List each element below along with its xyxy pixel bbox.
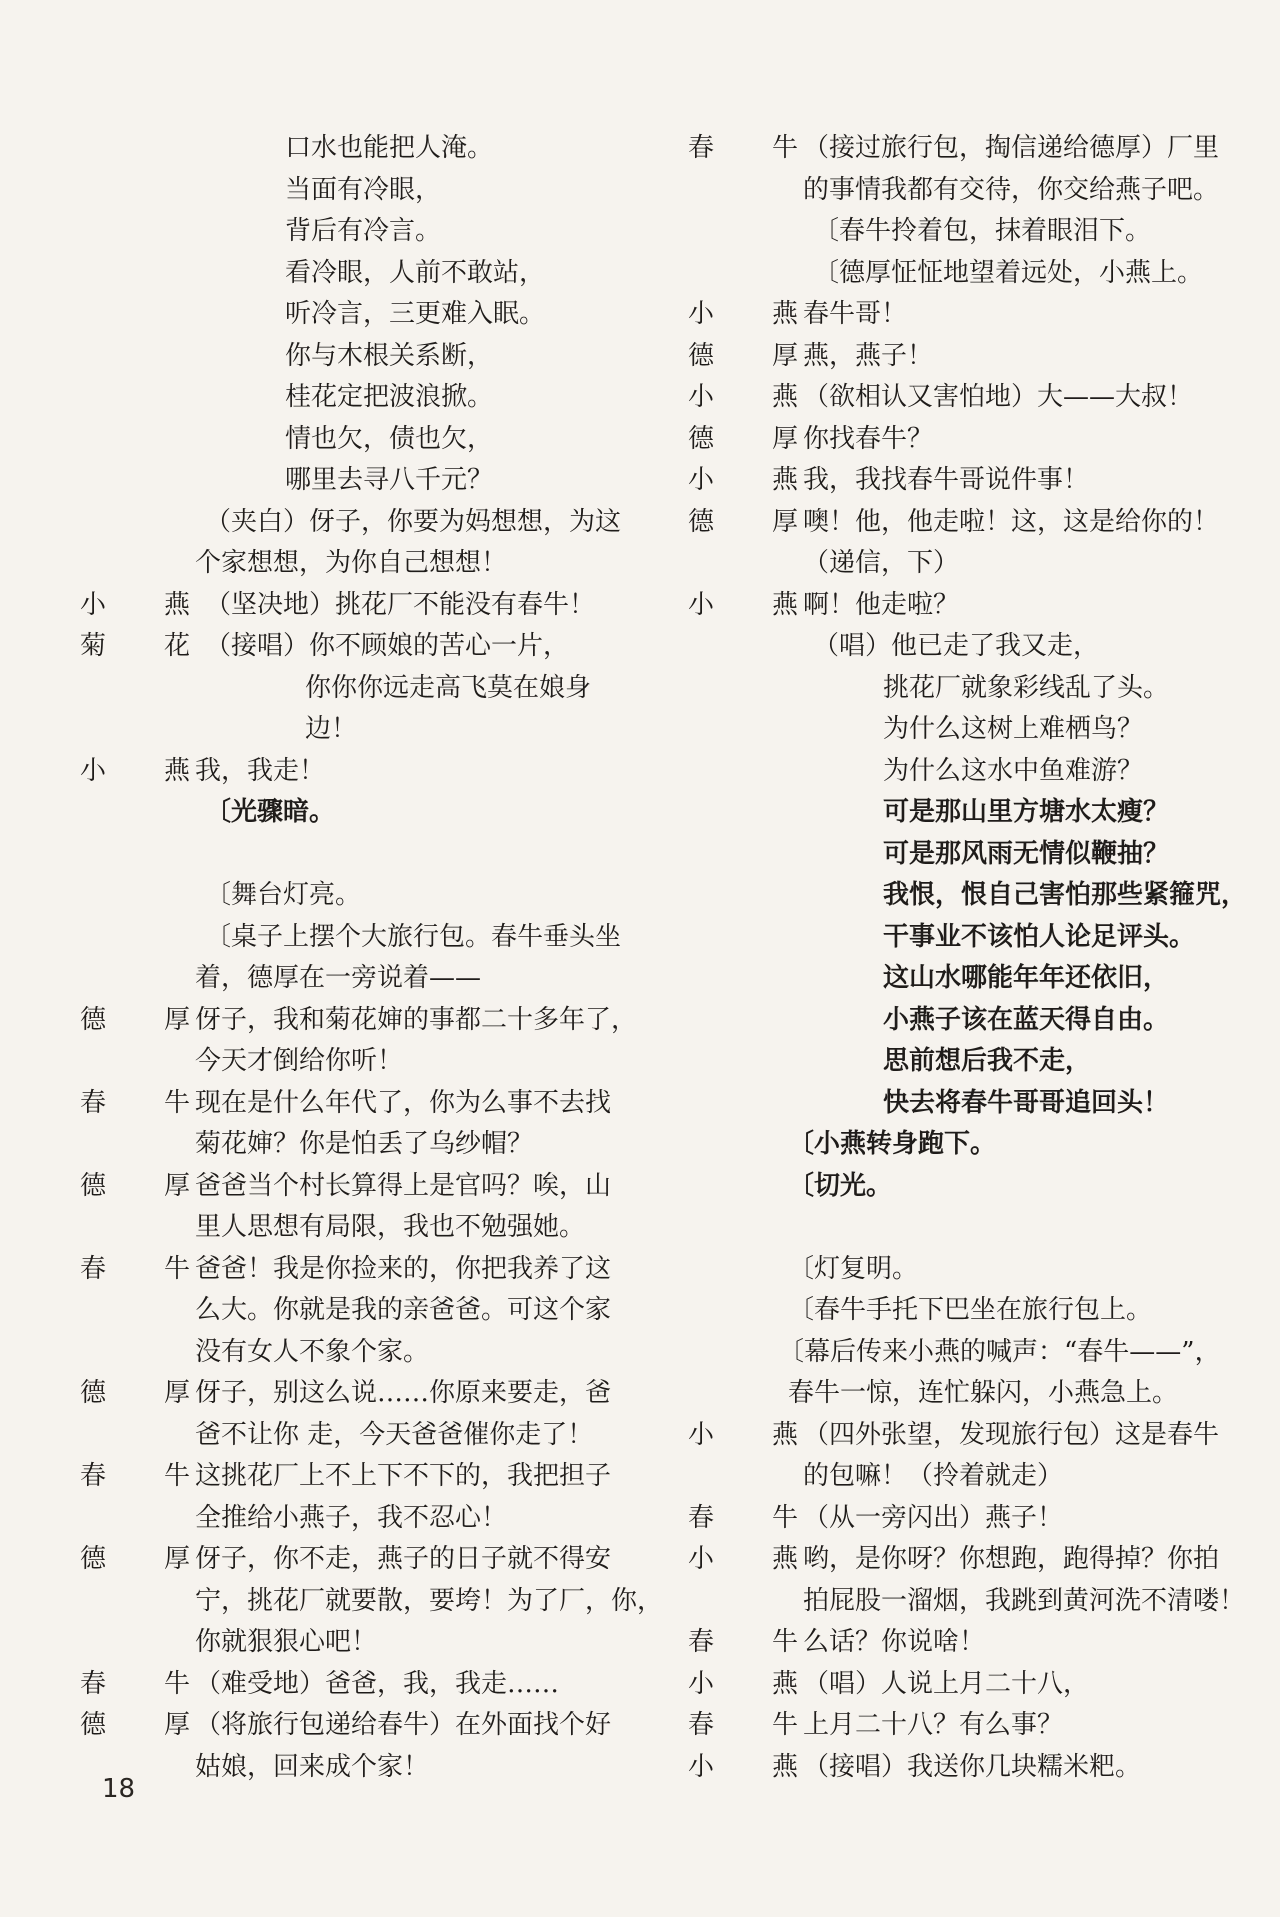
- script-line: [688, 834, 1248, 876]
- dialogue-text: （唱）人说上月二十八，: [803, 1668, 1090, 1699]
- speaker-name: [688, 128, 798, 170]
- speaker-name: [688, 1705, 798, 1747]
- script-line: [80, 170, 640, 212]
- script-text: 〔幕后传来小燕的喊声：“春牛——”，: [778, 1336, 1221, 1367]
- speaker-name: [80, 751, 190, 793]
- script-text: 个家想想，为你自己想想！: [195, 548, 508, 578]
- dialogue-text: 啊！他走啦？: [803, 589, 960, 620]
- dialogue-text: （接唱）你不顾娘的苦心一片，: [205, 631, 570, 661]
- script-text: 当面有冷眼，: [285, 174, 442, 205]
- speaker-char: 厚: [771, 340, 798, 371]
- speaker-char: 厚: [771, 423, 798, 454]
- speaker-char: 春: [80, 1668, 107, 1699]
- script-text: 背后有冷言。: [285, 216, 442, 246]
- script-text: 挑花厂就象彩线乱了头。: [883, 672, 1170, 703]
- speaker-name: [688, 460, 798, 502]
- speaker-char: 牛: [163, 1668, 190, 1699]
- script-line: [688, 958, 1248, 1000]
- dialogue-text: （四外张望，发现旅行包）这是春牛: [803, 1419, 1220, 1450]
- speaker-char: 德: [80, 1378, 107, 1408]
- script-line: [688, 1581, 1248, 1623]
- script-text: 你你你远走高飞莫在娘身: [305, 672, 592, 703]
- script-line: [80, 626, 640, 668]
- script-line: [688, 211, 1248, 253]
- script-text: 口水也能把人淹。: [285, 133, 494, 163]
- script-text: 〔光骤暗。: [205, 797, 336, 827]
- script-text: 小燕子该在蓝天得自由。: [883, 1004, 1170, 1035]
- speaker-char: 牛: [771, 133, 798, 163]
- script-line: [80, 875, 640, 917]
- script-line: [688, 460, 1248, 502]
- script-line: [80, 1456, 640, 1498]
- script-line: [688, 1249, 1248, 1291]
- script-text: 这山水哪能年年还依旧，: [883, 963, 1170, 993]
- speaker-char: 燕: [163, 589, 190, 620]
- speaker-char: 德: [688, 340, 715, 371]
- script-line: [688, 1456, 1248, 1498]
- speaker-name: [688, 1539, 798, 1581]
- script-text: 的事情我都有交待，你交给燕子吧。: [803, 174, 1220, 205]
- speaker-name: [688, 294, 798, 336]
- left-column: [80, 128, 664, 1788]
- speaker-name: [80, 1166, 190, 1208]
- dialogue-text: 伢子，别这么说……你原来要走，爸: [195, 1378, 612, 1408]
- script-line: [688, 1373, 1248, 1415]
- speaker-char: 小: [688, 465, 715, 495]
- speaker-char: 花: [163, 631, 190, 661]
- script-line: [80, 1249, 640, 1291]
- speaker-name: [80, 1456, 190, 1498]
- speaker-char: 小: [688, 1419, 715, 1450]
- speaker-name: [80, 1705, 190, 1747]
- script-text: 〔舞台灯亮。: [205, 880, 362, 910]
- script-line: [80, 543, 640, 585]
- script-line: [80, 1207, 640, 1249]
- speaker-char: 德: [80, 1710, 107, 1740]
- script-line: [80, 502, 640, 544]
- script-line: [688, 502, 1248, 544]
- speaker-char: 春: [688, 1502, 715, 1533]
- script-line: [688, 1664, 1248, 1706]
- script-line: [80, 1166, 640, 1208]
- dialogue-text: 你找春牛？: [803, 423, 934, 454]
- script-line: [688, 170, 1248, 212]
- speaker-name: [80, 626, 190, 668]
- speaker-name: [688, 419, 798, 461]
- right-column: [688, 128, 1248, 1788]
- script-text: （唱）他已走了我又走，: [813, 631, 1100, 661]
- script-line: [688, 1083, 1248, 1125]
- script-line: [688, 875, 1248, 917]
- script-line: [80, 917, 640, 959]
- script-line: [80, 1539, 640, 1581]
- script-line: [80, 419, 640, 461]
- script-line: [80, 1000, 640, 1042]
- script-text: 的包嘛！（拎着就走）: [803, 1461, 1064, 1491]
- speaker-char: 牛: [163, 1253, 190, 1284]
- script-text: 哪里去寻八千元？: [285, 465, 494, 495]
- script-text: 〔灯复明。: [788, 1253, 919, 1284]
- speaker-char: 春: [688, 1710, 715, 1740]
- speaker-name: [688, 1415, 798, 1457]
- dialogue-text: 爸爸当个村长算得上是官吗？唉，山: [195, 1170, 612, 1201]
- script-text: 看冷眼，人前不敢站，: [285, 257, 546, 288]
- script-text: （递信，下）: [803, 548, 960, 578]
- script-line: [80, 585, 640, 627]
- speaker-char: 厚: [771, 506, 798, 537]
- script-line: [80, 1664, 640, 1706]
- dialogue-text: 爸爸！我是你捡来的，你把我养了这: [195, 1253, 612, 1284]
- dialogue-text: （欲相认又害怕地）大——大叔！: [803, 382, 1194, 412]
- speaker-char: 燕: [771, 589, 798, 620]
- script-line: [688, 253, 1248, 295]
- script-text: 么大。你就是我的亲爸爸。可这个家: [195, 1295, 612, 1325]
- script-line: [80, 792, 640, 834]
- dialogue-text: 伢子，你不走，燕子的日子就不得安: [195, 1544, 612, 1574]
- speaker-char: 燕: [771, 1751, 798, 1782]
- script-line: [688, 1622, 1248, 1664]
- script-line: [80, 294, 640, 336]
- script-line: [688, 1166, 1248, 1208]
- speaker-char: 牛: [163, 1087, 190, 1118]
- dialogue-text: 上月二十八？有么事？: [803, 1710, 1064, 1740]
- speaker-char: 小: [688, 1544, 715, 1574]
- speaker-char: 牛: [771, 1502, 798, 1533]
- script-line: [80, 1415, 640, 1457]
- speaker-char: 燕: [771, 1668, 798, 1699]
- script-text: 桂花定把波浪掀。: [285, 382, 494, 412]
- speaker-char: 燕: [771, 1419, 798, 1450]
- script-text: 听冷言，三更难入眠。: [285, 299, 546, 329]
- script-line: [80, 1332, 640, 1374]
- script-text: 〔德厚怔怔地望着远处，小燕上。: [813, 257, 1204, 288]
- script-text: 全推给小燕子，我不忍心！: [195, 1502, 508, 1533]
- speaker-char: 小: [80, 755, 107, 786]
- script-line: [688, 1705, 1248, 1747]
- script-line: [80, 958, 640, 1000]
- script-line: [80, 253, 640, 295]
- script-text: 〔切光。: [788, 1170, 893, 1201]
- script-line: [688, 751, 1248, 793]
- dialogue-text: 哟，是你呀？你想跑，跑得掉？你拍: [803, 1544, 1220, 1574]
- dialogue-text: 燕，燕子！: [803, 340, 934, 371]
- script-text: 没有女人不象个家。: [195, 1336, 430, 1367]
- script-text: 快去将春牛哥哥追回头！: [883, 1087, 1170, 1118]
- script-line: [688, 1124, 1248, 1166]
- script-line: [80, 336, 640, 378]
- script-line: [80, 1622, 640, 1664]
- speaker-name: [80, 1373, 190, 1415]
- speaker-char: 春: [80, 1087, 107, 1118]
- speaker-name: [80, 1083, 190, 1125]
- speaker-char: 燕: [771, 465, 798, 495]
- speaker-char: 春: [80, 1253, 107, 1284]
- dialogue-text: 这挑花厂上不上下不下的，我把担子: [195, 1461, 612, 1491]
- script-text: 你就狠狠心吧！: [195, 1627, 378, 1657]
- script-text: 情也欠，债也欠，: [285, 423, 494, 454]
- speaker-char: 燕: [771, 299, 798, 329]
- speaker-char: 德: [688, 506, 715, 537]
- speaker-name: [688, 1622, 798, 1664]
- speaker-char: 厚: [163, 1710, 190, 1740]
- dialogue-text: 噢！他，他走啦！这，这是给你的！: [803, 506, 1220, 537]
- script-text: 你与木根关系断，: [285, 340, 494, 371]
- speaker-char: 德: [80, 1170, 107, 1201]
- speaker-char: 小: [688, 299, 715, 329]
- script-line: [80, 1124, 640, 1166]
- script-line: [688, 128, 1248, 170]
- speaker-name: [688, 377, 798, 419]
- speaker-name: [688, 1664, 798, 1706]
- script-text: 我恨，恨自己害怕那些紧箍咒，: [883, 880, 1248, 910]
- script-line: [688, 1290, 1248, 1332]
- script-line: [688, 543, 1248, 585]
- speaker-name: [80, 1000, 190, 1042]
- speaker-char: 小: [80, 589, 107, 620]
- speaker-name: [80, 1249, 190, 1291]
- script-line: [688, 1000, 1248, 1042]
- script-line: [688, 709, 1248, 751]
- section-break: [688, 1207, 1248, 1249]
- script-text: 为什么这树上难栖鸟？: [883, 714, 1144, 744]
- speaker-char: 春: [688, 133, 715, 163]
- dialogue-text: （将旅行包递给春牛）在外面找个好: [195, 1710, 612, 1740]
- script-line: [80, 1373, 640, 1415]
- script-line: [688, 917, 1248, 959]
- script-text: 边！: [305, 714, 358, 744]
- dialogue-text: 我，我走！: [195, 755, 326, 786]
- script-line: [688, 294, 1248, 336]
- speaker-char: 春: [80, 1461, 107, 1491]
- script-line: [688, 626, 1248, 668]
- speaker-char: 德: [80, 1544, 107, 1574]
- script-line: [80, 460, 640, 502]
- speaker-name: [688, 585, 798, 627]
- speaker-char: 燕: [771, 382, 798, 412]
- speaker-char: 德: [688, 423, 715, 454]
- script-line: [688, 668, 1248, 710]
- speaker-char: 菊: [80, 631, 107, 661]
- speaker-name: [688, 502, 798, 544]
- script-line: [688, 1332, 1248, 1374]
- script-line: [688, 585, 1248, 627]
- script-text: 今天才倒给你听！: [195, 1046, 404, 1076]
- speaker-name: [688, 1498, 798, 1540]
- script-text: 〔桌子上摆个大旅行包。春牛垂头坐: [205, 921, 622, 952]
- script-text: （夹白）伢子，你要为妈想想，为这: [205, 506, 622, 537]
- speaker-char: 小: [688, 382, 715, 412]
- script-line: [80, 709, 640, 751]
- script-line: [80, 377, 640, 419]
- speaker-char: 小: [688, 589, 715, 620]
- page-number: 18: [102, 1774, 136, 1804]
- speaker-char: 牛: [163, 1461, 190, 1491]
- dialogue-text: 现在是什么年代了，你为么事不去找: [195, 1087, 612, 1118]
- speaker-char: 小: [688, 1668, 715, 1699]
- script-text: 春牛一惊，连忙躲闪，小燕急上。: [788, 1378, 1179, 1408]
- dialogue-text: （接唱）我送你几块糯米粑。: [803, 1751, 1142, 1782]
- script-text: 〔小燕转身跑下。: [788, 1129, 997, 1159]
- script-line: [688, 1498, 1248, 1540]
- script-text: 〔春牛手托下巴坐在旅行包上。: [788, 1295, 1153, 1325]
- script-line: [80, 1705, 640, 1747]
- script-text: 姑娘，回来成个家！: [195, 1751, 430, 1782]
- script-text: 爸不让你 走，今天爸爸催你走了！: [195, 1419, 594, 1450]
- speaker-char: 燕: [771, 1544, 798, 1574]
- speaker-char: 春: [688, 1627, 715, 1657]
- script-line: [80, 211, 640, 253]
- speaker-char: 小: [688, 1751, 715, 1782]
- script-text: 思前想后我不走，: [883, 1046, 1092, 1076]
- script-line: [688, 419, 1248, 461]
- speaker-name: [80, 1539, 190, 1581]
- section-break: [80, 834, 640, 876]
- script-text: 宁，挑花厂就要散，要垮！为了厂，你，: [195, 1585, 664, 1616]
- script-line: [80, 751, 640, 793]
- script-line: [80, 128, 640, 170]
- script-text: 可是那风雨无情似鞭抽？: [883, 838, 1170, 869]
- script-line: [688, 336, 1248, 378]
- script-text: 拍屁股一溜烟，我跳到黄河洗不清喽！: [803, 1585, 1246, 1616]
- speaker-char: 牛: [771, 1710, 798, 1740]
- dialogue-text: 么话？你说啥！: [803, 1627, 986, 1657]
- script-line: [688, 1041, 1248, 1083]
- script-text: 〔春牛拎着包，抹着眼泪下。: [813, 216, 1152, 246]
- dialogue-text: （接过旅行包，掏信递给德厚）厂里: [803, 133, 1220, 163]
- speaker-char: 燕: [163, 755, 190, 786]
- speaker-char: 厚: [163, 1170, 190, 1201]
- speaker-name: [80, 585, 190, 627]
- script-text: 为什么这水中鱼难游？: [883, 755, 1144, 786]
- script-text: 着，德厚在一旁说着——: [195, 963, 482, 993]
- script-line: [80, 668, 640, 710]
- speaker-char: 德: [80, 1004, 107, 1035]
- script-line: [688, 1747, 1248, 1789]
- speaker-char: 厚: [163, 1544, 190, 1574]
- script-line: [80, 1581, 664, 1623]
- script-line: [80, 1041, 640, 1083]
- script-line: [688, 1539, 1248, 1581]
- speaker-name: [688, 1747, 798, 1789]
- speaker-char: 厚: [163, 1378, 190, 1408]
- speaker-name: [688, 336, 798, 378]
- dialogue-text: 伢子，我和菊花婶的事都二十多年了，: [195, 1004, 638, 1035]
- dialogue-text: （坚决地）挑花厂不能没有春牛！: [205, 589, 596, 620]
- script-line: [688, 1415, 1248, 1457]
- dialogue-text: （从一旁闪出）燕子！: [803, 1502, 1064, 1533]
- dialogue-text: 我，我找春牛哥说件事！: [803, 465, 1090, 495]
- script-line: [80, 1747, 640, 1789]
- script-line: [80, 1498, 640, 1540]
- dialogue-text: （难受地）爸爸，我，我走……: [195, 1668, 560, 1699]
- script-line: [80, 1290, 640, 1332]
- script-line: [688, 377, 1248, 419]
- speaker-name: [80, 1664, 190, 1706]
- speaker-char: 牛: [771, 1627, 798, 1657]
- speaker-char: 厚: [163, 1004, 190, 1035]
- dialogue-text: 春牛哥！: [803, 299, 908, 329]
- script-text: 里人思想有局限，我也不勉强她。: [195, 1212, 586, 1242]
- script-line: [80, 1083, 640, 1125]
- script-line: [688, 792, 1248, 834]
- script-text: 可是那山里方塘水太瘦？: [883, 797, 1170, 827]
- script-text: 干事业不该怕人论足评头。: [883, 921, 1196, 952]
- script-text: 菊花婶？你是怕丢了乌纱帽？: [195, 1129, 534, 1159]
